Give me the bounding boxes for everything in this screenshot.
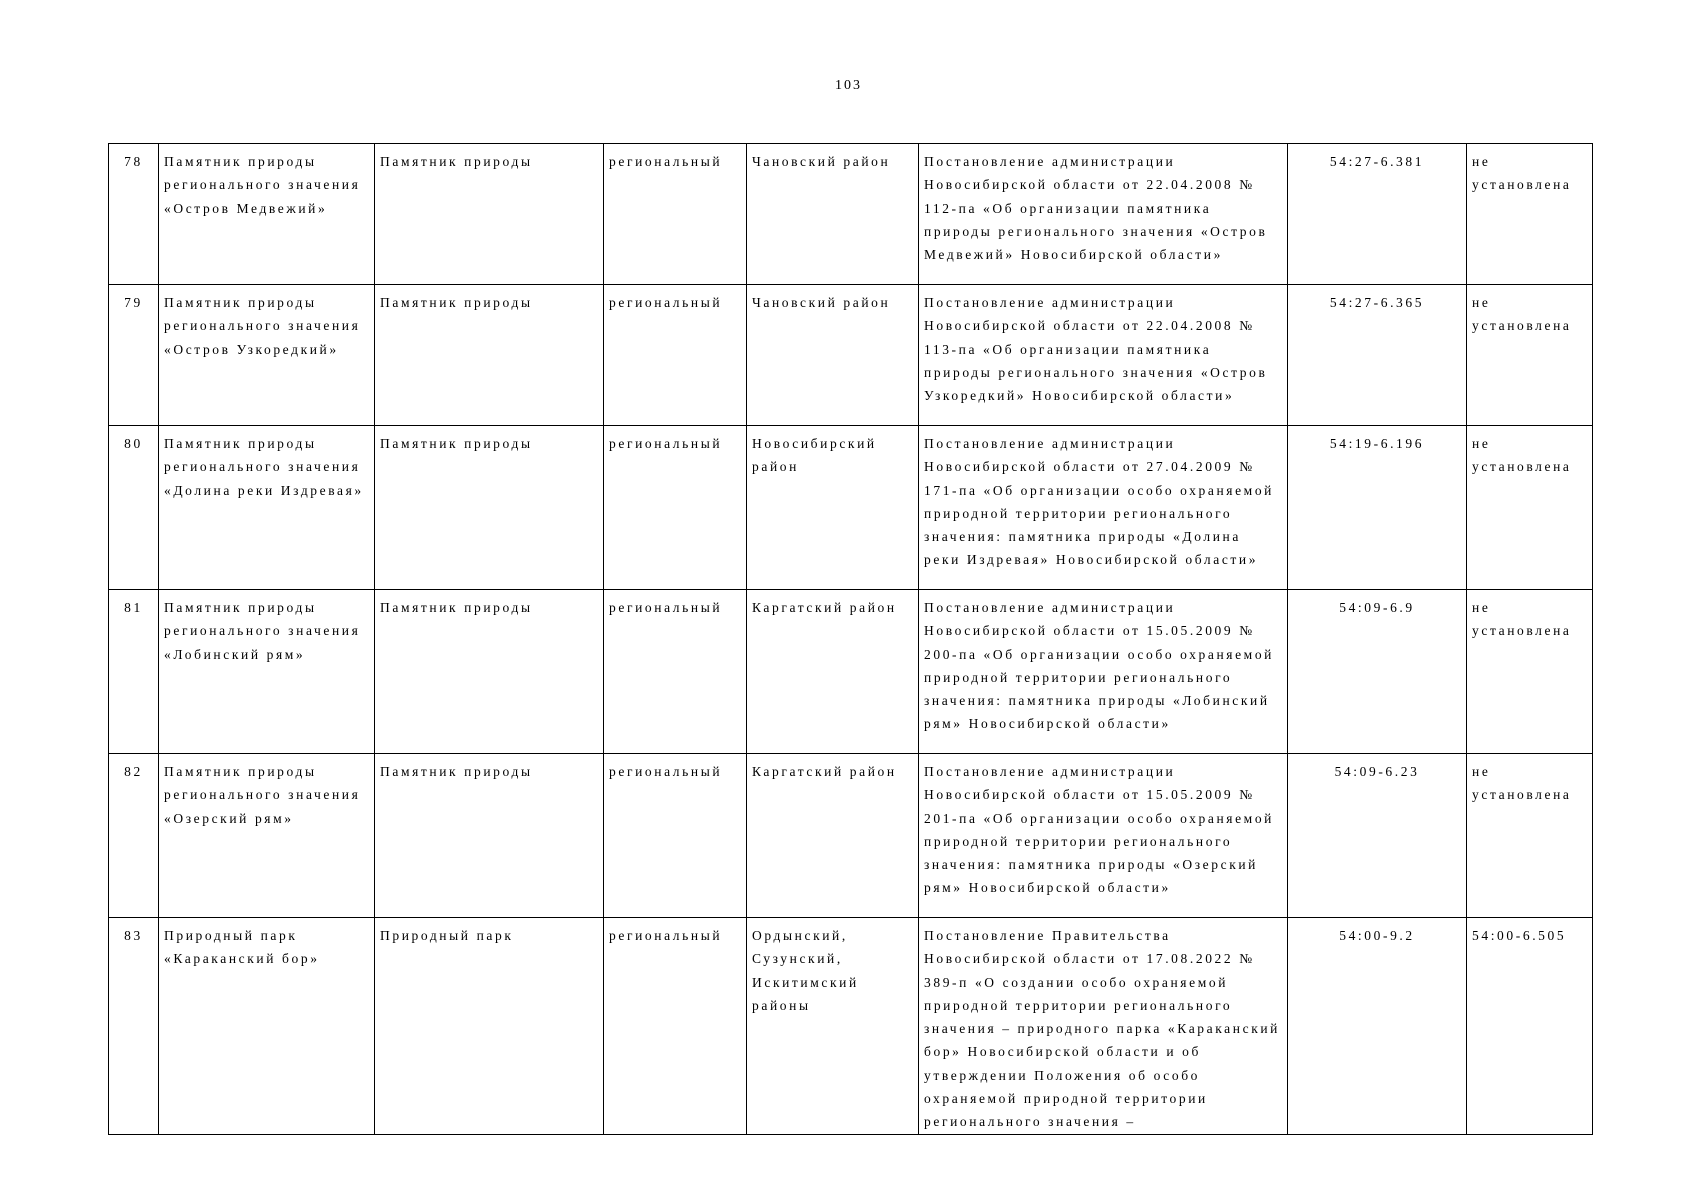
page-number: 103 [835, 78, 862, 93]
legal-document-cell: Постановление администрации Новосибирской области от 22.04.2008 № 113-па «Об организации памятника природы регионального значения «Остров Узкоредкий» Новосибирской области» [919, 285, 1288, 426]
cadastre-number-cell: 54:00-9.2 [1288, 918, 1467, 1135]
category-cell: Природный парк [375, 918, 604, 1135]
legal-document-cell: Постановление администрации Новосибирской области от 22.04.2008 № 112-па «Об организации памятника природы регионального значения «Остров Медвежий» Новосибирской области» [919, 144, 1288, 285]
cadastre-number-cell: 54:27-6.381 [1288, 144, 1467, 285]
area-name-cell: Памятник природы регионального значения «Остров Узкоредкий» [159, 285, 375, 426]
buffer-zone-cell: 54:00-6.505 [1467, 918, 1593, 1135]
protected-areas-table [108, 143, 1593, 1135]
cadastre-number-cell: 54:09-6.9 [1288, 590, 1467, 754]
area-name-cell: Памятник природы регионального значения «Остров Медвежий» [159, 144, 375, 285]
significance-cell: региональный [604, 426, 747, 590]
significance-cell: региональный [604, 918, 747, 1135]
row-number-cell: 79 [109, 285, 159, 426]
location-cell: Каргатский район [747, 590, 919, 754]
table-row [109, 590, 1593, 754]
category-cell: Памятник природы [375, 754, 604, 918]
row-number-cell: 83 [109, 918, 159, 1135]
category-cell: Памятник природы [375, 285, 604, 426]
area-name-cell: Природный парк «Караканский бор» [159, 918, 375, 1135]
area-name-cell: Памятник природы регионального значения «Озерский рям» [159, 754, 375, 918]
table-row [109, 144, 1593, 285]
cadastre-number-cell: 54:27-6.365 [1288, 285, 1467, 426]
table-row [109, 754, 1593, 918]
row-number-cell: 78 [109, 144, 159, 285]
buffer-zone-cell: не установлена [1467, 754, 1593, 918]
cadastre-number-cell: 54:09-6.23 [1288, 754, 1467, 918]
cadastre-number-cell: 54:19-6.196 [1288, 426, 1467, 590]
area-name-cell: Памятник природы регионального значения «Лобинский рям» [159, 590, 375, 754]
buffer-zone-cell: не установлена [1467, 144, 1593, 285]
row-number-cell: 82 [109, 754, 159, 918]
location-cell: Ордынский, Сузунский, Искитимский районы [747, 918, 919, 1135]
category-cell: Памятник природы [375, 144, 604, 285]
row-number-cell: 80 [109, 426, 159, 590]
legal-document-cell: Постановление администрации Новосибирской области от 15.05.2009 № 200-па «Об организации особо охраняемой природной территории регионального значения: памятника природы «Лобинский рям» Новосибирской области» [919, 590, 1288, 754]
row-number-cell: 81 [109, 590, 159, 754]
location-cell: Чановский район [747, 144, 919, 285]
significance-cell: региональный [604, 590, 747, 754]
table-row [109, 426, 1593, 590]
table-row [109, 285, 1593, 426]
area-name-cell: Памятник природы регионального значения «Долина реки Издревая» [159, 426, 375, 590]
buffer-zone-cell: не установлена [1467, 590, 1593, 754]
buffer-zone-cell: не установлена [1467, 426, 1593, 590]
location-cell: Чановский район [747, 285, 919, 426]
buffer-zone-cell: не установлена [1467, 285, 1593, 426]
category-cell: Памятник природы [375, 590, 604, 754]
location-cell: Каргатский район [747, 754, 919, 918]
legal-document-cell: Постановление администрации Новосибирской области от 27.04.2009 № 171-па «Об организации особо охраняемой природной территории регионального значения: памятника природы «Долина реки Издревая» Новосибирской области» [919, 426, 1288, 590]
legal-document-cell: Постановление администрации Новосибирской области от 15.05.2009 № 201-па «Об организации особо охраняемой природной территории регионального значения: памятника природы «Озерский рям» Новосибирской области» [919, 754, 1288, 918]
significance-cell: региональный [604, 754, 747, 918]
significance-cell: региональный [604, 144, 747, 285]
table-row [109, 918, 1593, 1135]
category-cell: Памятник природы [375, 426, 604, 590]
legal-document-cell: Постановление Правительства Новосибирской области от 17.08.2022 № 389-п «О создании особо охраняемой природной территории регионального значения – природного парка «Караканский бор» Новосибирской области и об утверждении Положения об особо охраняемой природной территории регионального значения – [919, 918, 1288, 1135]
location-cell: Новосибирский район [747, 426, 919, 590]
significance-cell: региональный [604, 285, 747, 426]
